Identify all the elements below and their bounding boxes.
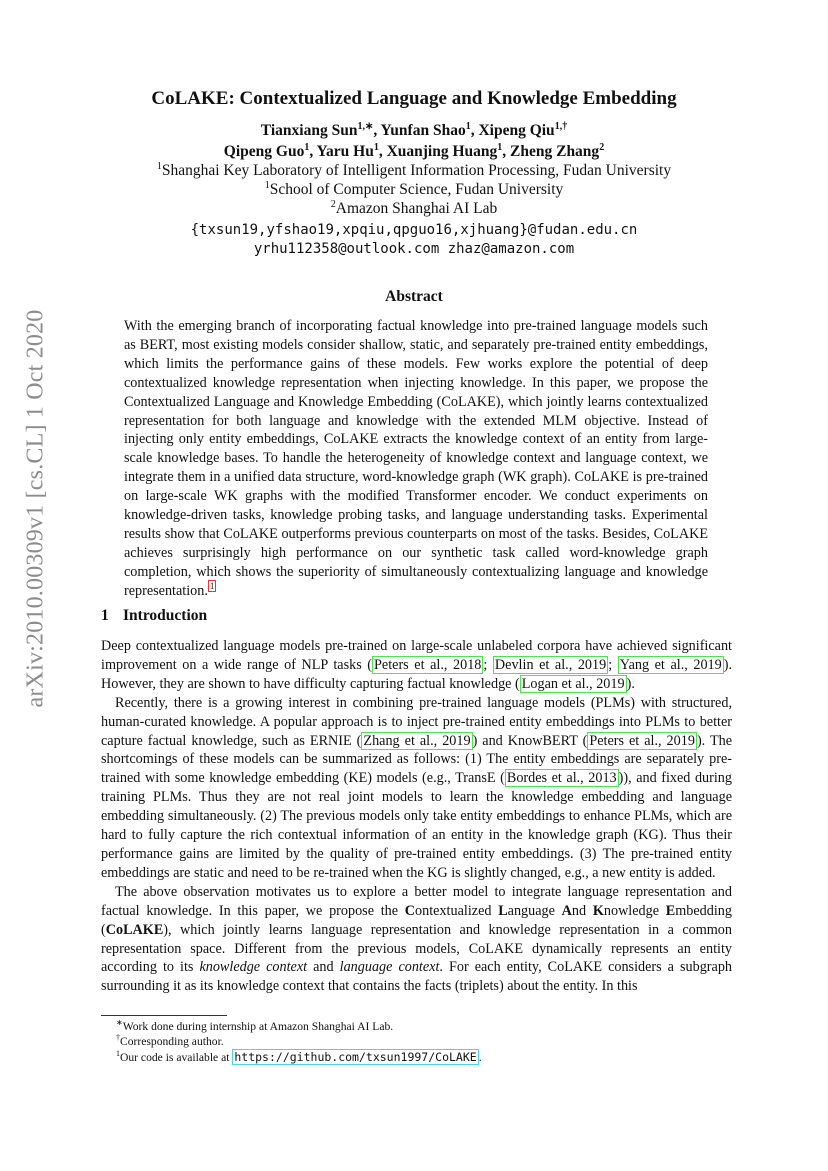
- author-name: Zheng Zhang: [510, 143, 600, 160]
- text-run: ), which jointly learns language representation and knowledge representation in a common representation space. Different from the previous models, CoLAKE dynamically represents an entity according to its: [101, 921, 732, 976]
- footnote-text: Work done during internship at Amazon Shanghai AI Lab.: [122, 1020, 394, 1033]
- section-title: Introduction: [123, 607, 208, 624]
- citation-link[interactable]: Peters et al., 2019: [589, 732, 695, 749]
- text-run: anguage: [507, 902, 562, 919]
- affiliation-3: [0, 200, 828, 218]
- text-run: nowledge: [603, 902, 666, 919]
- text-run: Recently, there is a growing interest in combining pre-trained language models (PLMs) with structured, human-curated knowledge. A popular approach is to inject pre-trained entity embeddings into PLMs to better capture factual knowledge, such as ERNIE (: [101, 694, 732, 749]
- affiliation-text: Shanghai Key Laboratory of Intelligent Information Processing, Fudan University: [161, 162, 672, 179]
- text-run: Deep contextualized language models pre-trained on large-scale unlabeled corpora have achieved significant improvement on a wide range of NLP tasks (: [101, 638, 732, 673]
- affiliation-mark: 1: [156, 160, 162, 172]
- citation-link[interactable]: Devlin et al., 2019: [494, 656, 607, 673]
- bold-letter: K: [592, 902, 604, 919]
- intro-paragraph-1: [101, 637, 732, 694]
- italic-term: language context: [339, 959, 440, 976]
- footnote-mark: †: [116, 1033, 120, 1043]
- text-run: ;: [483, 656, 493, 673]
- bold-letter: A: [561, 902, 572, 919]
- footnote-mark: ∗: [116, 1018, 123, 1028]
- footnote-2: [116, 1035, 224, 1049]
- affiliation-text: School of Computer Science, Fudan University: [269, 181, 564, 198]
- bold-letter: L: [498, 902, 508, 919]
- text-run: The above observation motivates us to explore a better model to integrate language representation and factual knowledge. In this paper, we propose the: [101, 883, 732, 919]
- text-run: ontextualized: [415, 902, 499, 919]
- text-run: ) and KnowBERT (: [472, 732, 588, 749]
- footnote-text: Our code is available at: [120, 1051, 233, 1064]
- author-affil-mark: 1,†: [554, 120, 568, 132]
- arxiv-id: arXiv:2010.00309v1 [cs.CL] 1 Oct 2020: [22, 309, 49, 708]
- footnote-link[interactable]: 1: [209, 580, 215, 591]
- bold-letter: C: [404, 902, 416, 919]
- citation-link[interactable]: Peters et al., 2018: [374, 656, 482, 673]
- author-affil-mark: 1: [304, 141, 310, 153]
- abstract-heading: Abstract: [385, 288, 443, 305]
- author-name: Xipeng Qiu: [478, 122, 555, 139]
- affiliation-mark: 2: [330, 198, 336, 210]
- author-name: Tianxiang Sun: [260, 122, 358, 139]
- code-url-link[interactable]: https://github.com/txsun1997/CoLAKE: [234, 1050, 477, 1064]
- author-name: Yaru Hu: [316, 143, 374, 160]
- author-name: Yunfan Shao: [380, 122, 466, 139]
- text-run: ;: [608, 656, 618, 673]
- affiliation-2: [0, 181, 828, 199]
- text-run: )), and fixed during training PLMs. Thus they are not real joint models to learn the knowledge embedding and language embedding simultaneously. (2) The previous models only take entity embeddings to enhance PLMs, which are hard to fully capture the rich contextual information of an entity in the knowledge graph (KG). Thus their performance gains are limited by the quality of pre-trained entity embeddings. (3) The pre-trained entity embeddings are static and need to be re-trained when the KG is slightly changed, e.g., a new entity is added.: [101, 770, 732, 881]
- text-run: nd: [571, 902, 593, 919]
- author-affil-mark: 1: [497, 141, 503, 153]
- author-affil-mark: 1: [373, 141, 379, 153]
- citation-link[interactable]: Logan et al., 2019: [521, 675, 625, 692]
- section-heading: [101, 607, 207, 625]
- footnote-1: [116, 1020, 393, 1034]
- affiliation-mark: 1: [264, 179, 270, 191]
- text-run: mbedding (: [101, 902, 732, 938]
- introduction-body: [101, 637, 732, 996]
- footnote-mark: 1: [116, 1049, 120, 1059]
- footnote-text: .: [478, 1051, 482, 1064]
- citation-link[interactable]: Zhang et al., 2019: [363, 732, 471, 749]
- text-run: ).: [626, 675, 635, 692]
- email-line-2[interactable]: yrhu112358@outlook.com zhaz@amazon.com: [253, 241, 575, 257]
- intro-paragraph-3: [101, 883, 732, 996]
- author-line-2: Qipeng Guo$^1$, Yaru Hu$^1$, Xuanjing Huang$^1$, Zheng Zhang$^2$: [223, 141, 605, 160]
- intro-paragraph-2: [101, 694, 732, 883]
- model-name-bold: CoLAKE: [105, 921, 164, 938]
- affiliation-text: Amazon Shanghai AI Lab: [335, 200, 498, 217]
- footnote-divider: [101, 1015, 227, 1016]
- text-run: and: [307, 959, 340, 976]
- italic-term: knowledge context: [199, 959, 308, 976]
- author-name: Xuanjing Huang: [386, 143, 498, 160]
- affiliation-1: [0, 162, 828, 180]
- text-run: ). The shortcomings of these models can be summarized as follows: (1) The entity embeddings are separately pre-trained with some knowledge embedding (KE) models (e.g., TransE (: [101, 732, 733, 787]
- text-run: ). However, they are shown to have difficulty capturing factual knowledge (: [101, 656, 733, 692]
- author-affil-mark: 2: [599, 141, 605, 153]
- citation-link[interactable]: Yang et al., 2019: [619, 656, 722, 673]
- footnote-3: [116, 1050, 482, 1065]
- footnote-text: Corresponding author.: [120, 1035, 224, 1048]
- abstract-text: With the emerging branch of incorporating factual knowledge into pre-trained language models such as BERT, most existing models consider shallow, static, and separately pre-trained entity embeddings, which limits the performance gains of these models. Few works explore the potential of deep contextualized knowledge representation when injecting knowledge. In this paper, we propose the Contextualized Language and Knowledge Embedding (CoLAKE), which jointly learns contextualized representation for both language and knowledge with the extended MLM objective. Instead of injecting only entity embeddings, CoLAKE extracts the knowledge context of an entity from large-scale knowledge bases. To handle the heterogeneity of knowledge context and language context, we integrate them in a unified data structure, word-knowledge graph (WK graph). CoLAKE is pre-trained on large-scale WK graphs with the modified Transformer encoder. We conduct experiments on knowledge-driven tasks, knowledge probing tasks, and language understanding tasks. Experimental results show that CoLAKE outperforms previous counterparts on most of the tasks. Besides, CoLAKE achieves surprisingly high performance on our synthetic task called word-knowledge graph completion, which shows the superiority of simultaneously contextualizing language and knowledge representation.: [124, 318, 708, 599]
- abstract-body: [124, 317, 708, 601]
- text-run: . For each entity, CoLAKE considers a subgraph surrounding it as its knowledge context that contains the facts (triplets) about the entity. In this: [101, 959, 733, 995]
- author-name: Qipeng Guo: [223, 143, 305, 160]
- section-number: 1: [101, 607, 109, 624]
- bold-letter: E: [665, 902, 676, 919]
- paper-title: CoLAKE: Contextualized Language and Knowledge Embedding: [151, 88, 677, 109]
- email-line-1[interactable]: {txsun19,yfshao19,xpqiu,qpguo16,xjhuang}@fudan.edu.cn: [190, 222, 638, 238]
- author-affil-mark: 1: [465, 120, 471, 132]
- citation-link[interactable]: Bordes et al., 2013: [506, 770, 617, 787]
- author-line-1: Tianxiang Sun$^{1,∗}$, Yunfan Shao$^1$, Xipeng Qiu$^{1,\dagger}$: [260, 120, 568, 139]
- author-affil-mark: 1,∗: [357, 120, 374, 132]
